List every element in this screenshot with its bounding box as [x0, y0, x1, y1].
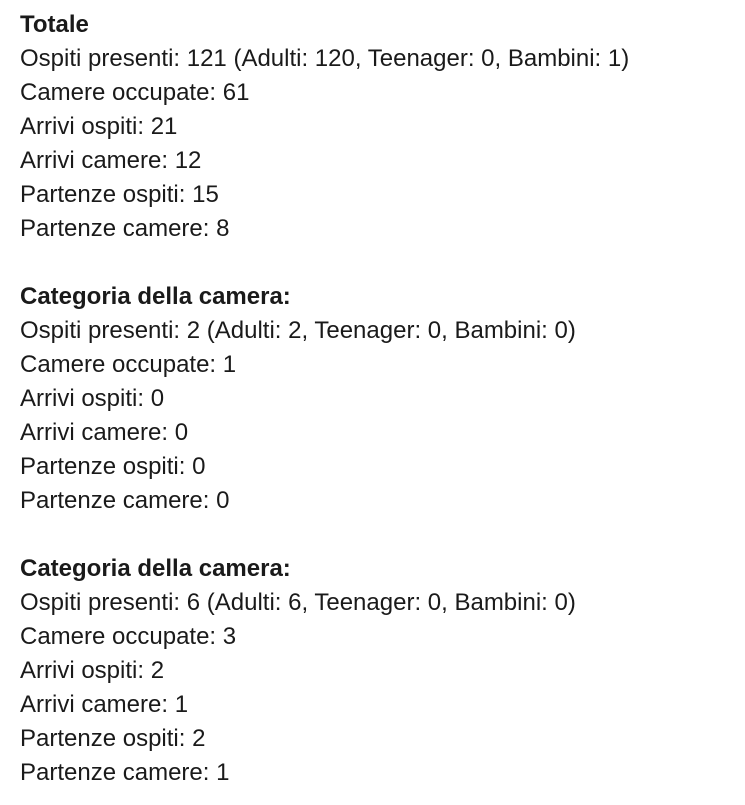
partenze-ospiti-line: Partenze ospiti: 0 [20, 453, 206, 480]
arrivi-camere-line: Arrivi camere: 0 [20, 419, 189, 446]
section-room-category-1 [20, 280, 745, 518]
ospiti-presenti-line: Ospiti presenti: 2 (Adulti: 2, Teenager: 0, Bambini: 0) [20, 317, 576, 344]
arrivi-camere-line: Arrivi camere: 12 [20, 147, 202, 174]
arrivi-ospiti-line: Arrivi ospiti: 0 [20, 385, 165, 412]
partenze-ospiti-line: Partenze ospiti: 2 [20, 725, 206, 752]
section-heading: Totale [20, 11, 89, 38]
arrivi-ospiti-line: Arrivi ospiti: 21 [20, 113, 178, 140]
partenze-camere-line: Partenze camere: 8 [20, 215, 230, 242]
section-totale [20, 8, 745, 246]
partenze-camere-line: Partenze camere: 1 [20, 759, 230, 786]
section-heading: Categoria della camera: [20, 283, 291, 310]
partenze-camere-line: Partenze camere: 0 [20, 487, 230, 514]
camere-occupate-line: Camere occupate: 61 [20, 79, 250, 106]
partenze-ospiti-line: Partenze ospiti: 15 [20, 181, 219, 208]
section-heading: Categoria della camera: [20, 555, 291, 582]
arrivi-camere-line: Arrivi camere: 1 [20, 691, 189, 718]
section-room-category-2 [20, 552, 745, 790]
ospiti-presenti-line: Ospiti presenti: 121 (Adulti: 120, Teenager: 0, Bambini: 1) [20, 45, 630, 72]
camere-occupate-line: Camere occupate: 3 [20, 623, 237, 650]
camere-occupate-line: Camere occupate: 1 [20, 351, 237, 378]
arrivi-ospiti-line: Arrivi ospiti: 2 [20, 657, 165, 684]
ospiti-presenti-line: Ospiti presenti: 6 (Adulti: 6, Teenager: 0, Bambini: 0) [20, 589, 576, 616]
